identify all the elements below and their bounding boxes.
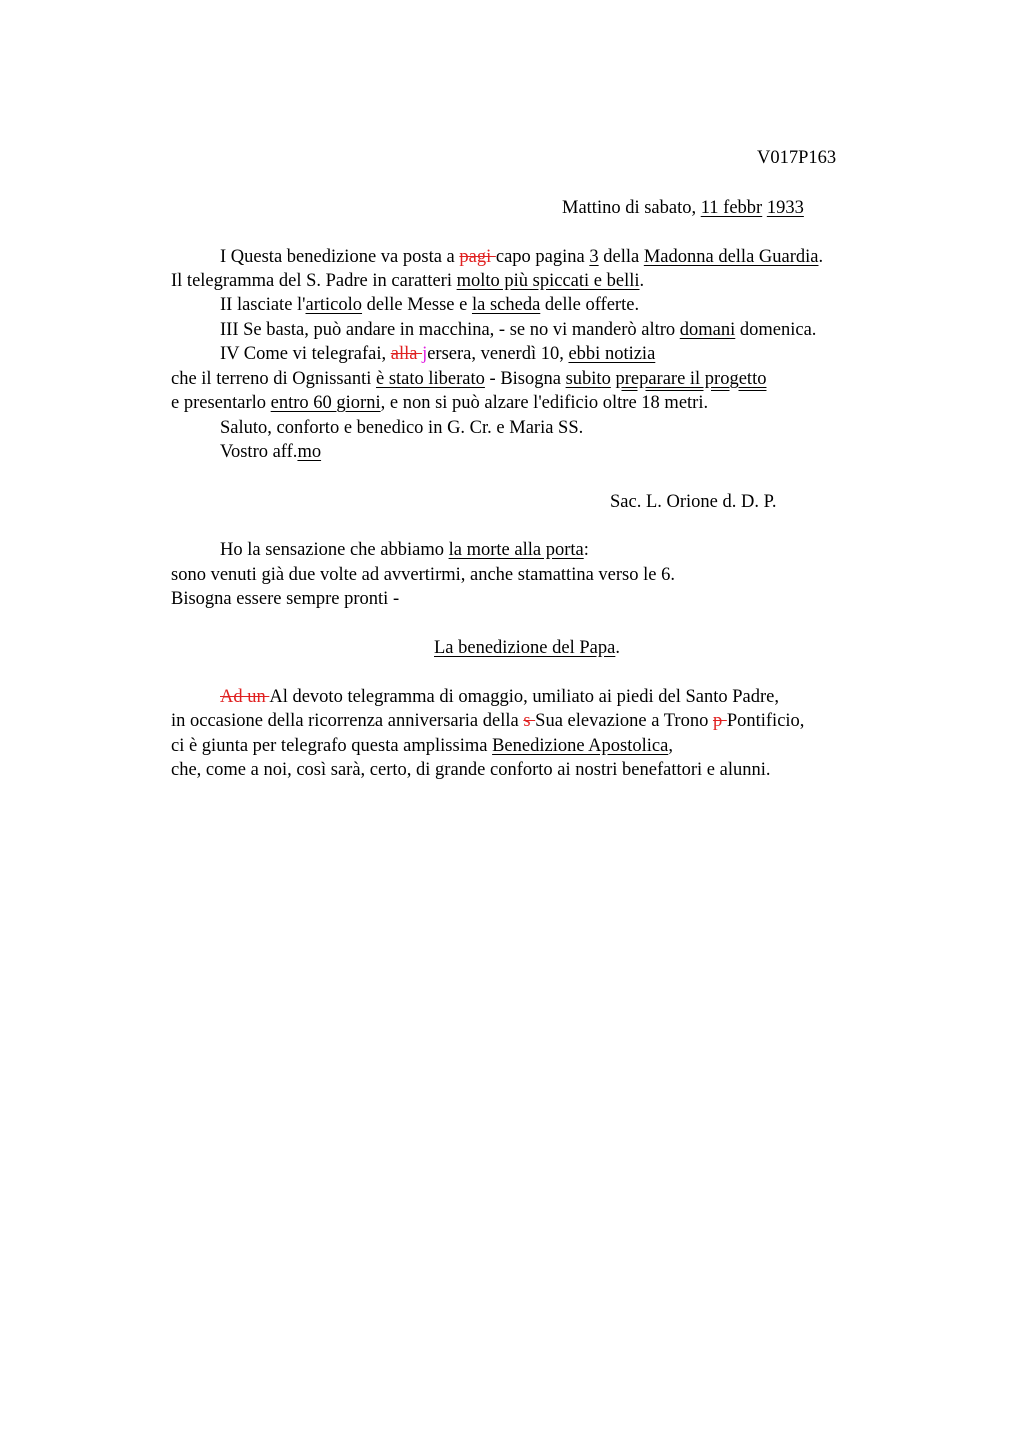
- postscript-line-1: [220, 538, 589, 562]
- text-segment: ci è giunta per telegrafo questa amplissima: [171, 736, 493, 756]
- article-line-1: [220, 685, 779, 709]
- underlined-text: articolo: [305, 295, 363, 315]
- text-segment: Ho la sensazione che abbiamo: [220, 540, 449, 560]
- text-segment: .: [615, 638, 620, 658]
- underlined-text: mo: [297, 442, 322, 462]
- text-segment: :: [583, 540, 589, 560]
- text-segment: Al devoto telegramma di omaggio, umiliato ai piedi del Santo Padre,: [269, 687, 780, 707]
- underlined-text: la scheda: [471, 295, 541, 315]
- text-segment: Pontificio,: [726, 711, 805, 731]
- postscript-line-3: Bisogna essere sempre pronti -: [171, 589, 400, 609]
- closing-greeting: Saluto, conforto e benedico in G. Cr. e Maria SS.: [220, 418, 584, 438]
- postscript-line-2: sono venuti già due volte ad avvertirmi, anche stamattina verso le 6.: [171, 565, 675, 585]
- underlined-text: è stato liberato: [376, 369, 485, 389]
- paragraph-1: [220, 245, 823, 269]
- text-segment: che il terreno di Ognissanti: [171, 369, 376, 389]
- paragraph-2: [220, 293, 639, 317]
- paragraph-4: [220, 342, 655, 366]
- text-segment: .: [639, 271, 645, 291]
- text-segment: e presentarlo: [171, 393, 271, 413]
- closing-valediction: [220, 440, 321, 464]
- text-segment: domenica.: [735, 320, 817, 340]
- deleted-text: s: [523, 711, 536, 731]
- deleted-text: alla: [390, 344, 423, 364]
- text-segment: capo pagina: [495, 247, 590, 267]
- underlined-text: subito: [565, 369, 611, 389]
- text-segment: I Questa benedizione va posta a: [220, 247, 460, 267]
- signature: Sac. L. Orione d. D. P.: [610, 492, 777, 512]
- underlined-text: ebbi notizia: [568, 344, 656, 364]
- date-year: 1933: [766, 198, 804, 218]
- paragraph-1-cont: [171, 269, 644, 293]
- underlined-text: entro 60 giorni: [270, 393, 381, 413]
- date-line: [562, 196, 804, 220]
- text-segment: Il telegramma del S. Padre in caratteri: [171, 271, 457, 291]
- inserted-text: j: [422, 344, 428, 364]
- text-segment: delle Messe e: [362, 295, 472, 315]
- date-day-month: 11 febbr: [700, 198, 763, 218]
- article-line-4: che, come a noi, così sarà, certo, di grande conforto ai nostri benefattori e alunni.: [171, 760, 771, 780]
- text-segment: IV Come vi telegrafai,: [220, 344, 391, 364]
- deleted-text: pagi: [459, 247, 496, 267]
- double-underlined-text: preparare il progetto: [615, 369, 767, 389]
- text-segment: Sua elevazione a Trono: [535, 711, 713, 731]
- deleted-text: Ad un: [220, 687, 270, 707]
- text-segment: ,: [668, 736, 673, 756]
- text-segment: delle offerte.: [540, 295, 640, 315]
- text-segment: della: [598, 247, 644, 267]
- underlined-text: Benedizione Apostolica: [492, 736, 669, 756]
- text-segment: Vostro aff.: [220, 442, 298, 462]
- date-prefix: Mattino di sabato,: [562, 198, 701, 218]
- underlined-text: 3: [589, 247, 599, 267]
- underlined-text: molto più spiccati e belli: [456, 271, 640, 291]
- article-line-3: [171, 734, 673, 758]
- underlined-text: La benedizione del Papa: [434, 638, 616, 658]
- text-segment: - Bisogna: [484, 369, 566, 389]
- text-segment: in occasione della ricorrenza anniversaria della: [171, 711, 524, 731]
- underlined-text: Madonna della Guardia: [643, 247, 819, 267]
- paragraph-3: [220, 318, 816, 342]
- text-segment: .: [818, 247, 824, 267]
- text-segment: , e non si può alzare l'edificio oltre 18 metri.: [380, 393, 709, 413]
- text-segment: III Se basta, può andare in macchina, - se no vi manderò altro: [220, 320, 680, 340]
- text-segment: II lasciate l': [220, 295, 306, 315]
- article-line-2: [171, 709, 804, 733]
- paragraph-4-cont: [171, 367, 766, 391]
- underlined-text: la morte alla porta: [448, 540, 584, 560]
- paragraph-4-cont-2: [171, 391, 708, 415]
- deleted-text: p: [712, 711, 727, 731]
- underlined-text: domani: [679, 320, 736, 340]
- document-id: V017P163: [757, 148, 837, 168]
- article-title: [434, 636, 620, 660]
- text-segment: ersera, venerdì 10,: [427, 344, 569, 364]
